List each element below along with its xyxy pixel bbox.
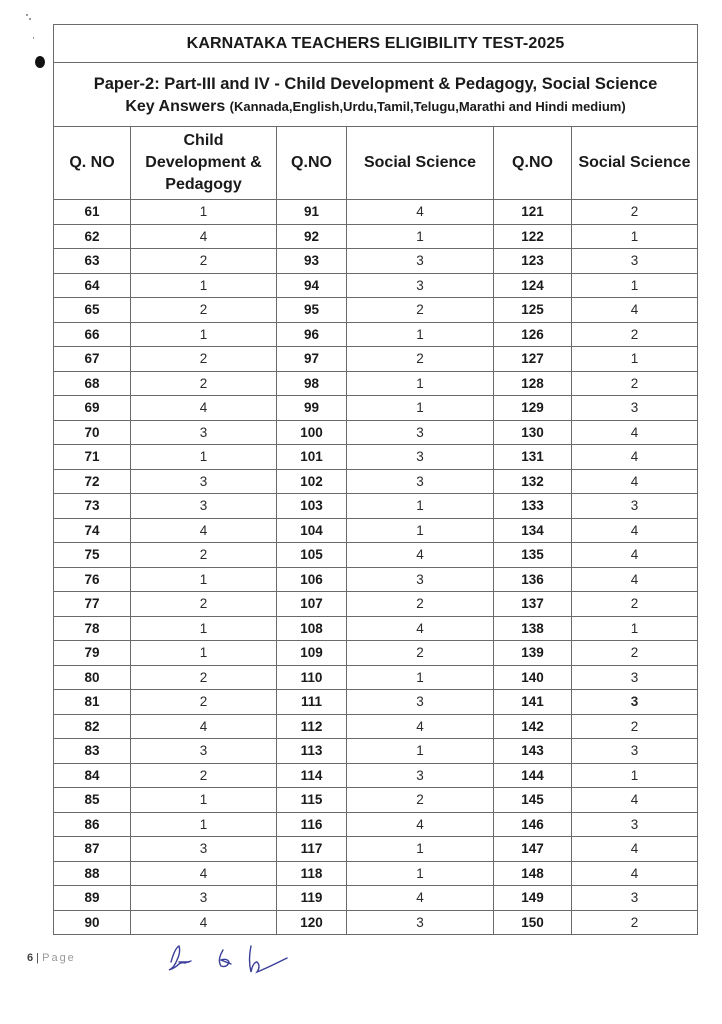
- question-number-child-development: 78: [54, 616, 131, 641]
- question-number-social-science-a: 115: [277, 788, 347, 813]
- header-social-science-1: Social Science: [347, 127, 494, 200]
- question-number-social-science-a: 112: [277, 714, 347, 739]
- answer-social-science-a: 1: [347, 396, 494, 421]
- answer-social-science-b: 4: [572, 567, 698, 592]
- question-number-social-science-a: 106: [277, 567, 347, 592]
- question-number-child-development: 72: [54, 469, 131, 494]
- header-child-development-line-2: Development &: [145, 154, 262, 171]
- answer-social-science-a: 1: [347, 739, 494, 764]
- question-number-social-science-a: 108: [277, 616, 347, 641]
- question-number-social-science-b: 140: [494, 665, 572, 690]
- question-number-social-science-b: 124: [494, 273, 572, 298]
- signature-stroke-3: [250, 946, 288, 972]
- answer-child-development: 3: [131, 469, 277, 494]
- answer-social-science-a: 4: [347, 200, 494, 225]
- answer-child-development: 1: [131, 788, 277, 813]
- question-number-social-science-b: 135: [494, 543, 572, 568]
- answer-child-development: 4: [131, 861, 277, 886]
- question-number-social-science-a: 103: [277, 494, 347, 519]
- page-footer: [27, 952, 76, 964]
- answer-social-science-a: 3: [347, 445, 494, 470]
- table-row: [54, 812, 698, 837]
- answer-social-science-a: 3: [347, 690, 494, 715]
- table-row: [54, 886, 698, 911]
- question-number-social-science-a: 95: [277, 298, 347, 323]
- question-number-child-development: 86: [54, 812, 131, 837]
- question-number-social-science-b: 130: [494, 420, 572, 445]
- question-number-child-development: 83: [54, 739, 131, 764]
- question-number-social-science-b: 143: [494, 739, 572, 764]
- header-social-science-2: Social Science: [572, 127, 698, 200]
- question-number-child-development: 71: [54, 445, 131, 470]
- question-number-social-science-b: 138: [494, 616, 572, 641]
- document-subtitle: [54, 63, 698, 127]
- answer-child-development: 1: [131, 445, 277, 470]
- table-row: [54, 714, 698, 739]
- table-row: [54, 763, 698, 788]
- question-number-social-science-a: 98: [277, 371, 347, 396]
- question-number-social-science-b: 147: [494, 837, 572, 862]
- table-row: [54, 837, 698, 862]
- question-number-child-development: 68: [54, 371, 131, 396]
- table-row: [54, 592, 698, 617]
- answer-social-science-b: 4: [572, 788, 698, 813]
- table-row: [54, 445, 698, 470]
- question-number-social-science-b: 141: [494, 690, 572, 715]
- table-body: [54, 200, 698, 935]
- question-number-social-science-a: 93: [277, 249, 347, 274]
- answer-social-science-a: 3: [347, 420, 494, 445]
- table-row: [54, 249, 698, 274]
- answer-social-science-b: 1: [572, 763, 698, 788]
- answer-social-science-b: 2: [572, 371, 698, 396]
- table-row: [54, 739, 698, 764]
- table-row: [54, 200, 698, 225]
- answer-child-development: 4: [131, 396, 277, 421]
- answer-social-science-b: 3: [572, 690, 698, 715]
- answer-child-development: 1: [131, 641, 277, 666]
- answer-social-science-b: 1: [572, 616, 698, 641]
- answer-social-science-b: 1: [572, 224, 698, 249]
- answer-social-science-b: 1: [572, 347, 698, 372]
- question-number-social-science-b: 137: [494, 592, 572, 617]
- answer-social-science-b: 4: [572, 543, 698, 568]
- question-number-social-science-b: 144: [494, 763, 572, 788]
- table-row: [54, 861, 698, 886]
- table-row: [54, 396, 698, 421]
- answer-social-science-a: 2: [347, 298, 494, 323]
- table-row: [54, 494, 698, 519]
- answer-social-science-b: 3: [572, 396, 698, 421]
- answer-child-development: 3: [131, 837, 277, 862]
- question-number-social-science-b: 122: [494, 224, 572, 249]
- header-qno-1: Q. NO: [54, 127, 131, 200]
- question-number-social-science-b: 145: [494, 788, 572, 813]
- question-number-social-science-a: 111: [277, 690, 347, 715]
- answer-social-science-b: 2: [572, 200, 698, 225]
- answer-social-science-a: 3: [347, 763, 494, 788]
- header-child-development: [131, 127, 277, 200]
- scan-speck: [26, 14, 28, 16]
- question-number-social-science-a: 113: [277, 739, 347, 764]
- answer-social-science-b: 4: [572, 445, 698, 470]
- question-number-social-science-a: 96: [277, 322, 347, 347]
- answer-social-science-a: 2: [347, 788, 494, 813]
- answer-child-development: 4: [131, 518, 277, 543]
- answer-social-science-a: 2: [347, 592, 494, 617]
- table-row: [54, 567, 698, 592]
- answer-child-development: 2: [131, 371, 277, 396]
- question-number-child-development: 85: [54, 788, 131, 813]
- scan-speck: [29, 18, 31, 20]
- answer-social-science-b: 3: [572, 494, 698, 519]
- table-row: [54, 665, 698, 690]
- answer-key-sheet: [53, 24, 697, 935]
- header-child-development-line-1: Child: [183, 132, 224, 149]
- question-number-social-science-a: 119: [277, 886, 347, 911]
- answer-social-science-b: 4: [572, 861, 698, 886]
- question-number-social-science-a: 116: [277, 812, 347, 837]
- question-number-social-science-a: 97: [277, 347, 347, 372]
- question-number-social-science-b: 126: [494, 322, 572, 347]
- answer-child-development: 2: [131, 665, 277, 690]
- answer-social-science-a: 4: [347, 543, 494, 568]
- answer-child-development: 4: [131, 714, 277, 739]
- answer-social-science-a: 1: [347, 494, 494, 519]
- question-number-child-development: 76: [54, 567, 131, 592]
- answer-social-science-a: 4: [347, 714, 494, 739]
- header-child-development-line-3: Pedagogy: [165, 176, 242, 193]
- question-number-social-science-b: 129: [494, 396, 572, 421]
- question-number-child-development: 88: [54, 861, 131, 886]
- question-number-social-science-a: 117: [277, 837, 347, 862]
- answer-social-science-b: 4: [572, 518, 698, 543]
- question-number-child-development: 81: [54, 690, 131, 715]
- answer-social-science-b: 4: [572, 837, 698, 862]
- question-number-child-development: 61: [54, 200, 131, 225]
- question-number-social-science-a: 109: [277, 641, 347, 666]
- question-number-child-development: 62: [54, 224, 131, 249]
- answer-social-science-a: 3: [347, 273, 494, 298]
- page-number: 6: [27, 952, 34, 964]
- answer-child-development: 3: [131, 886, 277, 911]
- answer-social-science-a: 4: [347, 886, 494, 911]
- question-number-child-development: 67: [54, 347, 131, 372]
- question-number-social-science-a: 91: [277, 200, 347, 225]
- answer-child-development: 2: [131, 690, 277, 715]
- answer-social-science-a: 3: [347, 469, 494, 494]
- question-number-social-science-a: 120: [277, 910, 347, 935]
- question-number-child-development: 87: [54, 837, 131, 862]
- table-header-row: [54, 127, 698, 200]
- page-separator: |: [33, 952, 43, 964]
- answer-child-development: 2: [131, 249, 277, 274]
- answer-child-development: 4: [131, 224, 277, 249]
- answer-social-science-a: 1: [347, 322, 494, 347]
- answer-child-development: 1: [131, 273, 277, 298]
- answer-social-science-a: 1: [347, 861, 494, 886]
- answer-social-science-a: 3: [347, 249, 494, 274]
- table-row: [54, 518, 698, 543]
- table-row: [54, 641, 698, 666]
- answer-social-science-b: 2: [572, 714, 698, 739]
- table-row: [54, 347, 698, 372]
- answer-social-science-b: 4: [572, 420, 698, 445]
- table-row: [54, 469, 698, 494]
- question-number-social-science-a: 104: [277, 518, 347, 543]
- table-row: [54, 322, 698, 347]
- question-number-social-science-a: 92: [277, 224, 347, 249]
- question-number-social-science-b: 125: [494, 298, 572, 323]
- answer-child-development: 2: [131, 763, 277, 788]
- question-number-social-science-a: 118: [277, 861, 347, 886]
- question-number-child-development: 77: [54, 592, 131, 617]
- answer-child-development: 2: [131, 592, 277, 617]
- question-number-child-development: 66: [54, 322, 131, 347]
- question-number-social-science-b: 150: [494, 910, 572, 935]
- question-number-social-science-b: 131: [494, 445, 572, 470]
- subtitle-line-2: [54, 96, 697, 118]
- question-number-social-science-b: 127: [494, 347, 572, 372]
- table-row: [54, 616, 698, 641]
- answer-social-science-b: 3: [572, 739, 698, 764]
- question-number-social-science-b: 132: [494, 469, 572, 494]
- answer-child-development: 1: [131, 812, 277, 837]
- table-row: [54, 298, 698, 323]
- table-row: [54, 371, 698, 396]
- question-number-social-science-b: 123: [494, 249, 572, 274]
- question-number-social-science-b: 149: [494, 886, 572, 911]
- answer-social-science-a: 1: [347, 837, 494, 862]
- answer-social-science-b: 2: [572, 641, 698, 666]
- answer-social-science-b: 2: [572, 322, 698, 347]
- answer-child-development: 2: [131, 543, 277, 568]
- subtitle-key-answers: Key Answers: [125, 97, 230, 115]
- table-row: [54, 788, 698, 813]
- question-number-child-development: 79: [54, 641, 131, 666]
- answer-social-science-b: 4: [572, 298, 698, 323]
- question-number-child-development: 89: [54, 886, 131, 911]
- question-number-social-science-b: 139: [494, 641, 572, 666]
- answer-child-development: 2: [131, 347, 277, 372]
- question-number-child-development: 70: [54, 420, 131, 445]
- answer-social-science-a: 1: [347, 518, 494, 543]
- signature-stroke-1: [169, 946, 191, 970]
- table-row: [54, 910, 698, 935]
- table-row: [54, 543, 698, 568]
- question-number-social-science-a: 102: [277, 469, 347, 494]
- answer-social-science-a: 3: [347, 910, 494, 935]
- answer-child-development: 3: [131, 420, 277, 445]
- answer-social-science-b: 1: [572, 273, 698, 298]
- question-number-child-development: 84: [54, 763, 131, 788]
- answer-social-science-a: 2: [347, 641, 494, 666]
- answer-child-development: 3: [131, 739, 277, 764]
- answer-social-science-b: 2: [572, 592, 698, 617]
- question-number-child-development: 74: [54, 518, 131, 543]
- answer-child-development: 1: [131, 322, 277, 347]
- question-number-social-science-a: 101: [277, 445, 347, 470]
- answer-social-science-b: 3: [572, 886, 698, 911]
- question-number-social-science-a: 110: [277, 665, 347, 690]
- question-number-child-development: 80: [54, 665, 131, 690]
- header-qno-2: Q.NO: [277, 127, 347, 200]
- question-number-social-science-b: 121: [494, 200, 572, 225]
- answer-social-science-b: 3: [572, 249, 698, 274]
- answer-social-science-b: 3: [572, 665, 698, 690]
- answer-social-science-a: 1: [347, 665, 494, 690]
- subtitle-mediums: (Kannada,English,Urdu,Tamil,Telugu,Marathi and Hindi medium): [229, 98, 626, 114]
- question-number-social-science-b: 146: [494, 812, 572, 837]
- question-number-child-development: 73: [54, 494, 131, 519]
- question-number-social-science-a: 94: [277, 273, 347, 298]
- answer-key-table: [53, 24, 698, 935]
- table-row: [54, 224, 698, 249]
- answer-child-development: 1: [131, 567, 277, 592]
- question-number-child-development: 63: [54, 249, 131, 274]
- signature-stroke-2: [219, 950, 231, 967]
- answer-social-science-b: 4: [572, 469, 698, 494]
- question-number-social-science-b: 128: [494, 371, 572, 396]
- question-number-social-science-b: 148: [494, 861, 572, 886]
- question-number-child-development: 65: [54, 298, 131, 323]
- question-number-child-development: 90: [54, 910, 131, 935]
- document-title: KARNATAKA TEACHERS ELIGIBILITY TEST-2025: [54, 25, 698, 63]
- answer-child-development: 4: [131, 910, 277, 935]
- answer-social-science-a: 2: [347, 347, 494, 372]
- answer-social-science-a: 4: [347, 616, 494, 641]
- header-qno-3: Q.NO: [494, 127, 572, 200]
- page-label: Page: [42, 952, 76, 964]
- answer-child-development: 1: [131, 200, 277, 225]
- question-number-social-science-a: 107: [277, 592, 347, 617]
- table-row: [54, 273, 698, 298]
- question-number-social-science-a: 99: [277, 396, 347, 421]
- scan-speck: [33, 37, 34, 39]
- answer-social-science-a: 1: [347, 224, 494, 249]
- signature-icon: [165, 940, 305, 980]
- punch-hole-mark: [35, 56, 45, 68]
- question-number-social-science-b: 134: [494, 518, 572, 543]
- answer-child-development: 1: [131, 616, 277, 641]
- answer-social-science-a: 4: [347, 812, 494, 837]
- answer-social-science-b: 3: [572, 812, 698, 837]
- question-number-child-development: 69: [54, 396, 131, 421]
- question-number-social-science-a: 114: [277, 763, 347, 788]
- question-number-social-science-b: 133: [494, 494, 572, 519]
- question-number-social-science-a: 105: [277, 543, 347, 568]
- table-row: [54, 420, 698, 445]
- subtitle-line-1: Paper-2: Part-III and IV - Child Development & Pedagogy, Social Science: [93, 74, 658, 93]
- question-number-social-science-b: 142: [494, 714, 572, 739]
- question-number-social-science-b: 136: [494, 567, 572, 592]
- answer-child-development: 2: [131, 298, 277, 323]
- answer-child-development: 3: [131, 494, 277, 519]
- question-number-child-development: 82: [54, 714, 131, 739]
- question-number-social-science-a: 100: [277, 420, 347, 445]
- answer-social-science-a: 1: [347, 371, 494, 396]
- answer-social-science-b: 2: [572, 910, 698, 935]
- answer-social-science-a: 3: [347, 567, 494, 592]
- question-number-child-development: 64: [54, 273, 131, 298]
- table-row: [54, 690, 698, 715]
- question-number-child-development: 75: [54, 543, 131, 568]
